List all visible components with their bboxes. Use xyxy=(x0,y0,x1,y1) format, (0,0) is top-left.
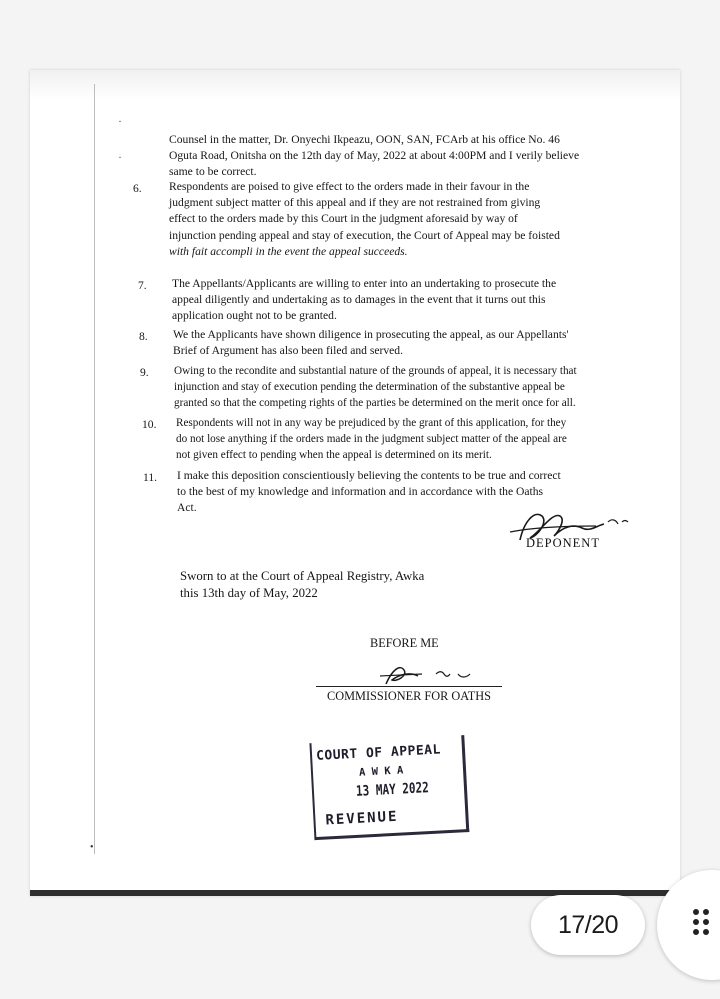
document-page xyxy=(30,70,680,896)
text-line: injunction and stay of execution pending the determination of the substantive appeal be xyxy=(174,381,565,394)
page-top-shade xyxy=(30,70,680,100)
text-line: appeal diligently and undertaking as to damages in the event that it turns out this xyxy=(172,293,546,307)
paragraph-number: 6. xyxy=(133,182,142,195)
paragraph-8 xyxy=(173,327,655,359)
text-line: injunction pending appeal and stay of execution, the Court of Appeal may be foisted xyxy=(169,228,560,242)
sworn-line: this 13th day of May, 2022 xyxy=(180,586,318,600)
stamp-date-text: 13 MAY 2022 xyxy=(355,779,430,800)
paragraph-number: 11. xyxy=(143,471,158,484)
text-line: judgment subject matter of this appeal and if they are not restrained from giving xyxy=(169,196,541,210)
text-line: I make this deposition conscientiously believing the contents to be true and correct xyxy=(177,469,561,482)
paragraph-number: 8. xyxy=(139,330,148,343)
paragraph-9 xyxy=(174,363,656,412)
page-margin-rule xyxy=(94,84,95,854)
margin-mark: · xyxy=(118,150,122,164)
text-line: with fait accompli in the event the appeal succeeds. xyxy=(169,244,408,258)
text-line: Owing to the recondite and substantial nature of the grounds of appeal, it is necessary that xyxy=(174,365,577,377)
text-line: Act. xyxy=(177,501,197,515)
court-stamp xyxy=(309,735,474,845)
intro-paragraph xyxy=(169,132,651,181)
page-indicator[interactable] xyxy=(531,895,645,955)
stamp-city-text: A W K A xyxy=(358,764,404,779)
text-line: do not lose anything if the orders made in the judgment subject matter of the appeal are xyxy=(176,433,567,446)
text-line: Respondents are poised to give effect to the orders made in their favour in the xyxy=(169,180,530,193)
commissioner-for-oaths-label: COMMISSIONER FOR OATHS xyxy=(316,686,502,704)
margin-mark: · xyxy=(118,114,122,128)
text-line: Brief of Argument has also been filed and served. xyxy=(173,344,403,358)
text-line: to the best of my knowledge and information and in accordance with the Oaths xyxy=(177,485,544,499)
margin-mark: • xyxy=(90,842,94,853)
paragraph-6 xyxy=(169,179,651,260)
paragraph-number: 7. xyxy=(138,279,147,292)
more-dots-icon[interactable] xyxy=(693,909,711,943)
stamp-revenue-text: REVENUE xyxy=(325,808,399,829)
paragraph-number: 9. xyxy=(140,366,149,379)
paragraph-10 xyxy=(176,415,658,464)
paragraph-number: 10. xyxy=(142,418,157,431)
text-line: granted so that the competing rights of the parties be determined on the merit once for all. xyxy=(174,397,576,410)
sworn-line: Sworn to at the Court of Appeal Registry, Awka xyxy=(180,569,425,583)
text-line: same to be correct. xyxy=(169,165,257,179)
sworn-statement xyxy=(180,568,424,602)
text-line: We the Applicants have shown diligence in prosecuting the appeal, as our Appellants' xyxy=(173,328,569,341)
paragraph-7 xyxy=(172,276,654,325)
stamp-court-text: COURT OF APPEAL xyxy=(315,742,442,764)
deponent-label: DEPONENT xyxy=(526,536,600,550)
text-line: Respondents will not in any way be prejudiced by the grant of this application, for they xyxy=(176,417,567,429)
before-me-label: BEFORE ME xyxy=(370,636,439,650)
text-line: effect to the orders made by this Court in the judgment aforesaid by way of xyxy=(169,212,518,226)
text-line: Oguta Road, Onitsha on the 12th day of May, 2022 at about 4:00PM and I verily believe xyxy=(169,149,580,163)
text-line: not given effect to pending when the appeal is determined on its merit. xyxy=(176,449,492,462)
text-line: Counsel in the matter, Dr. Onyechi Ikpeazu, OON, SAN, FCArb at his office No. 46 xyxy=(169,133,560,146)
page-indicator-text: 17/20 xyxy=(557,910,619,939)
text-line: The Appellants/Applicants are willing to enter into an undertaking to prosecute the xyxy=(172,277,557,290)
text-line: application ought not to be granted. xyxy=(172,309,337,323)
